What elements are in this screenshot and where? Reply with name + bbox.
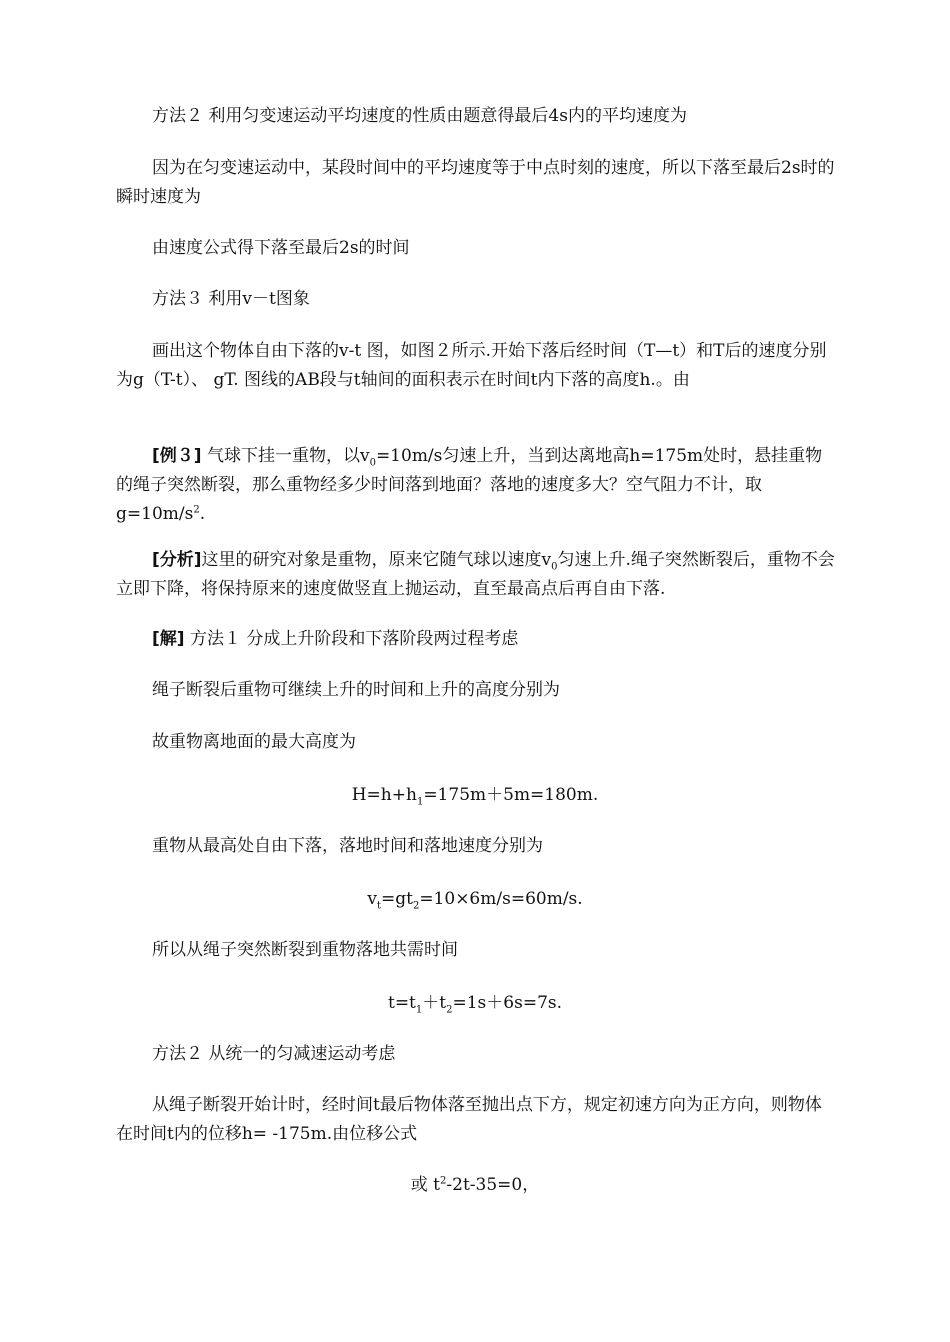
- paragraph-midpoint-velocity: 因为在匀变速运动中，某段时间中的平均速度等于中点时刻的速度，所以下落至最后2s时的瞬时速度为: [116, 158, 835, 207]
- example-3-text-2: =10m/s匀速上升，当到达离地高h=175m处时，悬挂重物的绳子突然断裂，那么重物经多少时间落到地面？落地的速度多大？空气阻力不计，取g=10m/s: [116, 446, 823, 524]
- eq3-part-a: t=t: [387, 993, 416, 1013]
- paragraph-method-2-uniform: 方法２ 从统一的匀减速运动考虑: [152, 1044, 396, 1064]
- example-3-superscript: 2: [193, 504, 200, 516]
- example-3-text-1: 气球下挂一重物，以v: [201, 446, 370, 466]
- eq3-subscript-1: 1: [415, 1004, 423, 1016]
- eq3-subscript-2: 2: [446, 1004, 453, 1016]
- analysis-text-1: 这里的研究对象是重物，原来它随气球以速度v: [201, 550, 552, 570]
- eq1-part-a: H=h+h: [351, 785, 417, 805]
- eq2-part-a: v: [367, 889, 377, 909]
- paragraph-vt-graph: 画出这个物体自由下落的v-t 图，如图２所示.开始下落后经时间（T—t）和T后的速度分别为g（T-t）、 gT. 图线的AB段与t轴间的面积表示在时间t内下落的高度h.。由: [116, 341, 827, 390]
- eq2-part-b: =gt: [380, 889, 413, 909]
- paragraph-rise-time-height: 绳子断裂后重物可继续上升的时间和上升的高度分别为: [152, 680, 560, 700]
- eq2-part-c: =10×6m/s=60m/s.: [419, 889, 583, 909]
- solution-text: 方法１ 分成上升阶段和下落阶段两过程考虑: [184, 629, 519, 649]
- analysis-tag: [分析]: [152, 550, 202, 570]
- equation-quadratic: [0, 1171, 950, 1200]
- example-3-subscript: 0: [369, 457, 376, 469]
- eq3-part-b: ＋t: [422, 993, 447, 1013]
- paragraph-free-fall: 重物从最高处自由下落，落地时间和落地速度分别为: [152, 836, 543, 856]
- eq3-part-c: =1s＋6s=7s.: [452, 993, 563, 1013]
- analysis-subscript: 0: [551, 561, 558, 573]
- example-3-text-3: .: [199, 504, 206, 524]
- paragraph-method-3-heading: 方法３ 利用v－t图象: [152, 289, 310, 309]
- paragraph-max-height: 故重物离地面的最大高度为: [152, 732, 356, 752]
- solution-tag: [解]: [152, 629, 185, 649]
- analysis-text-2: 匀速上升.绳子突然断裂后，重物不会立即下降，将保持原来的速度做竖直上抛运动，直至最高点后再自由下落.: [116, 550, 835, 599]
- paragraph-solution-method-1: [116, 625, 836, 654]
- equation-landing-speed: [0, 885, 950, 914]
- eq4-part-b: -2t-35=0，: [446, 1175, 540, 1195]
- eq2-subscript-1: t: [376, 900, 381, 912]
- paragraph-total-time: 所以从绳子突然断裂到重物落地共需时间: [152, 940, 458, 960]
- equation-max-height: [0, 781, 950, 810]
- paragraph-method-2-average: 方法２ 利用匀变速运动平均速度的性质由题意得最后4s内的平均速度为: [152, 106, 687, 126]
- eq4-superscript: 2: [440, 1175, 447, 1187]
- eq4-part-a: 或 t: [410, 1175, 441, 1195]
- example-3-tag: [例３]: [152, 446, 202, 466]
- equation-total-time: [0, 989, 950, 1018]
- eq1-subscript: 1: [416, 796, 424, 808]
- eq1-part-b: =175m＋5m=180m.: [423, 785, 599, 805]
- paragraph-analysis: [116, 546, 836, 604]
- eq2-subscript-2: 2: [412, 900, 420, 912]
- paragraph-velocity-formula: 由速度公式得下落至最后2s的时间: [152, 238, 410, 258]
- paragraph-example-3: [116, 442, 836, 529]
- paragraph-displacement: 从绳子断裂开始计时，经时间t最后物体落至抛出点下方，规定初速方向为正方向，则物体在时间t内的位移h= -175m.由位移公式: [116, 1095, 822, 1144]
